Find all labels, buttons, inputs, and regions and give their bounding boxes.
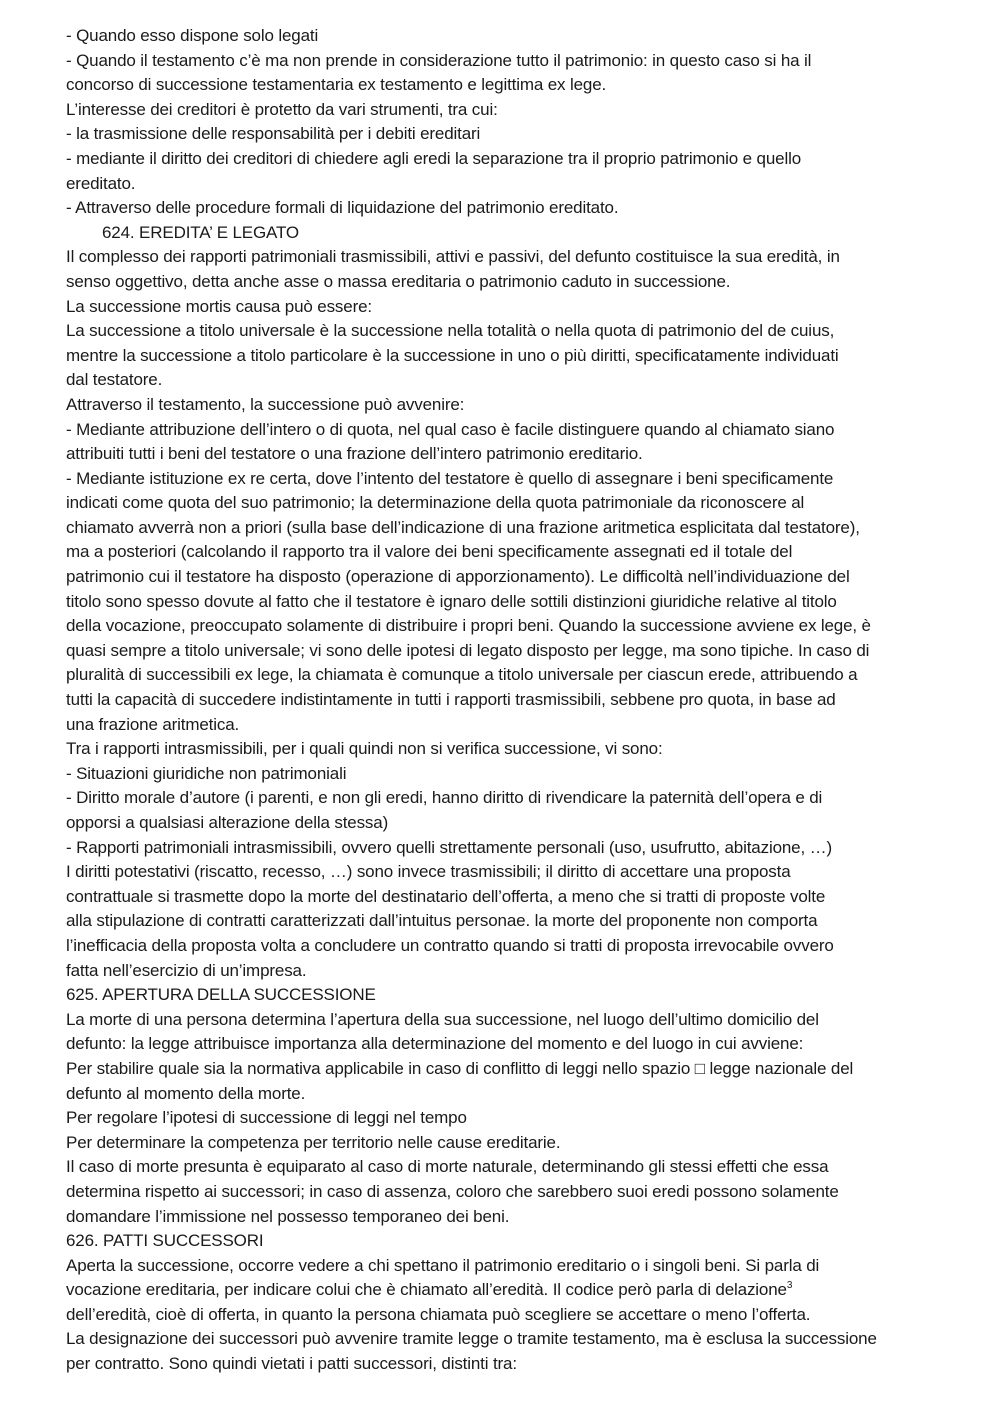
line-text: Attraverso il testamento, la successione può avvenire:	[66, 394, 465, 414]
line-text: - Attraverso delle procedure formali di liquidazione del patrimonio ereditato.	[66, 198, 619, 218]
line-text: senso oggettivo, detta anche asse o massa ereditaria o patrimonio caduto in successione.	[66, 271, 731, 291]
line-text: Per determinare la competenza per territorio nelle cause ereditarie.	[66, 1132, 561, 1152]
text-line	[66, 614, 966, 639]
text-line	[66, 1205, 966, 1230]
line-text: - Situazioni giuridiche non patrimoniali	[66, 763, 347, 783]
line-text: titolo sono spesso dovute al fatto che il testatore è ignaro delle sottili distinzioni giuridiche relative al titolo	[66, 591, 837, 611]
text-line	[66, 467, 966, 492]
line-text: - Mediante istituzione ex re certa, dove l’intento del testatore è quello di assegnare i beni specificamente	[66, 468, 834, 488]
text-line	[66, 713, 966, 738]
text-line	[66, 1254, 966, 1279]
line-text: concorso di successione testamentaria ex testamento e legittima ex lege.	[66, 75, 607, 95]
line-text: L’interesse dei creditori è protetto da vari strumenti, tra cui:	[66, 99, 498, 119]
line-text: vocazione ereditaria, per indicare colui che è chiamato all’eredità. Il codice però parla di delazione	[66, 1280, 787, 1300]
text-line	[66, 811, 966, 836]
line-text: Per stabilire quale sia la normativa applicabile in caso di conflitto di leggi nello spazio □ legge nazionale del	[66, 1058, 854, 1078]
line-text: della vocazione, preoccupato solamente di distribuire i propri beni. Quando la successione avviene ex lege, è	[66, 616, 871, 636]
line-text: fatta nell’esercizio di un’impresa.	[66, 960, 307, 980]
text-line	[66, 737, 966, 762]
text-line	[66, 786, 966, 811]
text-line	[66, 688, 966, 713]
text-line	[66, 172, 966, 197]
text-line	[66, 1327, 966, 1352]
line-text: determina rispetto ai successori; in caso di assenza, coloro che sarebbero suoi eredi possono solamente	[66, 1181, 839, 1201]
line-text: - Quando esso dispone solo legati	[66, 26, 319, 45]
text-line	[66, 1303, 966, 1328]
text-line	[66, 1008, 966, 1033]
line-text: tutti la capacità di succedere indistintamente in tutti i rapporti trasmissibili, sebbene pro quota, in base ad	[66, 690, 836, 710]
line-text: La successione mortis causa può essere:	[66, 296, 372, 316]
document-page	[66, 24, 966, 1377]
line-text: Il caso di morte presunta è equiparato al caso di morte naturale, determinando gli stessi effetti che essa	[66, 1157, 829, 1177]
text-line	[66, 1057, 966, 1082]
line-text: l’inefficacia della proposta volta a concludere un contratto quando si tratti di proposta irrevocabile ovvero	[66, 935, 834, 955]
line-text: patrimonio cui il testatore ha disposto (operazione di apporzionamento). Le difficoltà nell’individuazione del	[66, 567, 850, 587]
text-line	[66, 885, 966, 910]
text-line	[66, 1106, 966, 1131]
section-heading	[66, 1229, 966, 1254]
text-line	[66, 147, 966, 172]
line-text: Per regolare l’ipotesi di successione di leggi nel tempo	[66, 1108, 467, 1128]
line-text: defunto al momento della morte.	[66, 1083, 306, 1103]
text-line	[66, 491, 966, 516]
text-line	[66, 122, 966, 147]
line-text: dal testatore.	[66, 370, 163, 390]
text-line	[66, 319, 966, 344]
line-text: La successione a titolo universale è la successione nella totalità o nella quota di patrimonio del de cuius,	[66, 321, 835, 341]
footnote-reference: 3	[786, 1280, 793, 1292]
text-line	[66, 1082, 966, 1107]
line-text: domandare l’immissione nel possesso temporaneo dei beni.	[66, 1206, 510, 1226]
section-heading	[66, 983, 966, 1008]
text-line	[66, 516, 966, 541]
line-text: - Rapporti patrimoniali intrasmissibili, ovvero quelli strettamente personali (uso, usufrutto, abitazione, …)	[66, 837, 832, 857]
text-line	[66, 196, 966, 221]
text-line	[66, 393, 966, 418]
line-text: ma a posteriori (calcolando il rapporto tra il valore dei beni specificamente assegnati ed il totale del	[66, 542, 793, 562]
text-line	[66, 368, 966, 393]
text-line	[66, 442, 966, 467]
line-text: - Quando il testamento c’è ma non prende in considerazione tutto il patrimonio: in questo caso si ha il	[66, 50, 812, 70]
line-text: opporsi a qualsiasi alterazione della stessa)	[66, 813, 389, 832]
text-line	[66, 1278, 966, 1303]
text-line	[66, 762, 966, 787]
line-text: La morte di una persona determina l’apertura della sua successione, nel luogo dell’ultimo domicilio del	[66, 1009, 819, 1029]
line-text: una frazione aritmetica.	[66, 714, 240, 734]
text-line	[66, 1032, 966, 1057]
text-line	[66, 270, 966, 295]
text-line	[66, 1155, 966, 1180]
text-line	[66, 245, 966, 270]
line-text: per contratto. Sono quindi vietati i patti successori, distinti tra:	[66, 1354, 517, 1374]
line-text: La designazione dei successori può avvenire tramite legge o tramite testamento, ma è esclusa la successione	[66, 1329, 877, 1349]
text-line	[66, 909, 966, 934]
text-line	[66, 860, 966, 885]
line-text: dell’eredità, cioè di offerta, in quanto la persona chiamata può scegliere se accettare o meno l’offerta.	[66, 1304, 811, 1324]
line-text: attribuiti tutti i beni del testatore o una frazione dell’intero patrimonio ereditario.	[66, 444, 643, 464]
line-text: 624. EREDITA’ E LEGATO	[102, 222, 299, 242]
line-text: - Mediante attribuzione dell’intero o di quota, nel qual caso è facile distinguere quando al chiamato siano	[66, 419, 835, 439]
line-text: contrattuale si trasmette dopo la morte del destinatario dell’offerta, a meno che si tratti di proposte volte	[66, 886, 826, 906]
line-text: quasi sempre a titolo universale; vi sono delle ipotesi di legato disposto per legge, ma sono tipiche. In caso di	[66, 640, 870, 660]
line-text: - Diritto morale d’autore (i parenti, e non gli eredi, hanno diritto di rivendicare la paternità dell’opera e di	[66, 788, 823, 808]
text-line	[66, 73, 966, 98]
text-line	[66, 959, 966, 984]
line-text: - la trasmissione delle responsabilità per i debiti ereditari	[66, 124, 481, 144]
text-line	[66, 663, 966, 688]
text-line	[66, 1180, 966, 1205]
text-line	[66, 295, 966, 320]
line-text: 626. PATTI SUCCESSORI	[66, 1231, 264, 1251]
text-line	[66, 418, 966, 443]
line-text: I diritti potestativi (riscatto, recesso, …) sono invece trasmissibili; il diritto di accettare una proposta	[66, 862, 791, 882]
line-text: alla stipulazione di contratti caratterizzati dall’intuitus personae. la morte del proponente non comporta	[66, 911, 818, 931]
text-line	[66, 1131, 966, 1156]
line-text: 625. APERTURA DELLA SUCCESSIONE	[66, 985, 376, 1005]
line-text: ereditato.	[66, 173, 136, 193]
text-line	[66, 540, 966, 565]
line-text: defunto: la legge attribuisce importanza alla determinazione del momento e del luogo in cui avviene:	[66, 1034, 804, 1054]
text-line	[66, 24, 966, 49]
line-text: Aperta la successione, occorre vedere a chi spettano il patrimonio ereditario o i singoli beni. Si parla di	[66, 1255, 820, 1275]
section-heading	[66, 221, 966, 246]
line-text: pluralità di successibili ex lege, la chiamata è comunque a titolo universale per ciascun erede, attribuendo a	[66, 665, 858, 685]
line-text: Il complesso dei rapporti patrimoniali trasmissibili, attivi e passivi, del defunto costituisce la sua eredità, in	[66, 247, 840, 267]
line-text: chiamato avverrà non a priori (sulla base dell’indicazione di una frazione aritmetica esplicitata dal testatore),	[66, 517, 860, 537]
line-text: Tra i rapporti intrasmissibili, per i quali quindi non si verifica successione, vi sono:	[66, 739, 663, 759]
text-line	[66, 344, 966, 369]
text-line	[66, 565, 966, 590]
line-text: - mediante il diritto dei creditori di chiedere agli eredi la separazione tra il proprio patrimonio e quello	[66, 148, 802, 168]
text-line	[66, 639, 966, 664]
line-text: mentre la successione a titolo particolare è la successione in uno o più diritti, specificatamente individuati	[66, 345, 839, 365]
text-line	[66, 590, 966, 615]
text-line	[66, 49, 966, 74]
line-text: indicati come quota del suo patrimonio; la determinazione della quota patrimoniale da riconoscere al	[66, 493, 805, 513]
text-line	[66, 1352, 966, 1377]
text-line	[66, 836, 966, 861]
text-line	[66, 934, 966, 959]
text-line	[66, 98, 966, 123]
